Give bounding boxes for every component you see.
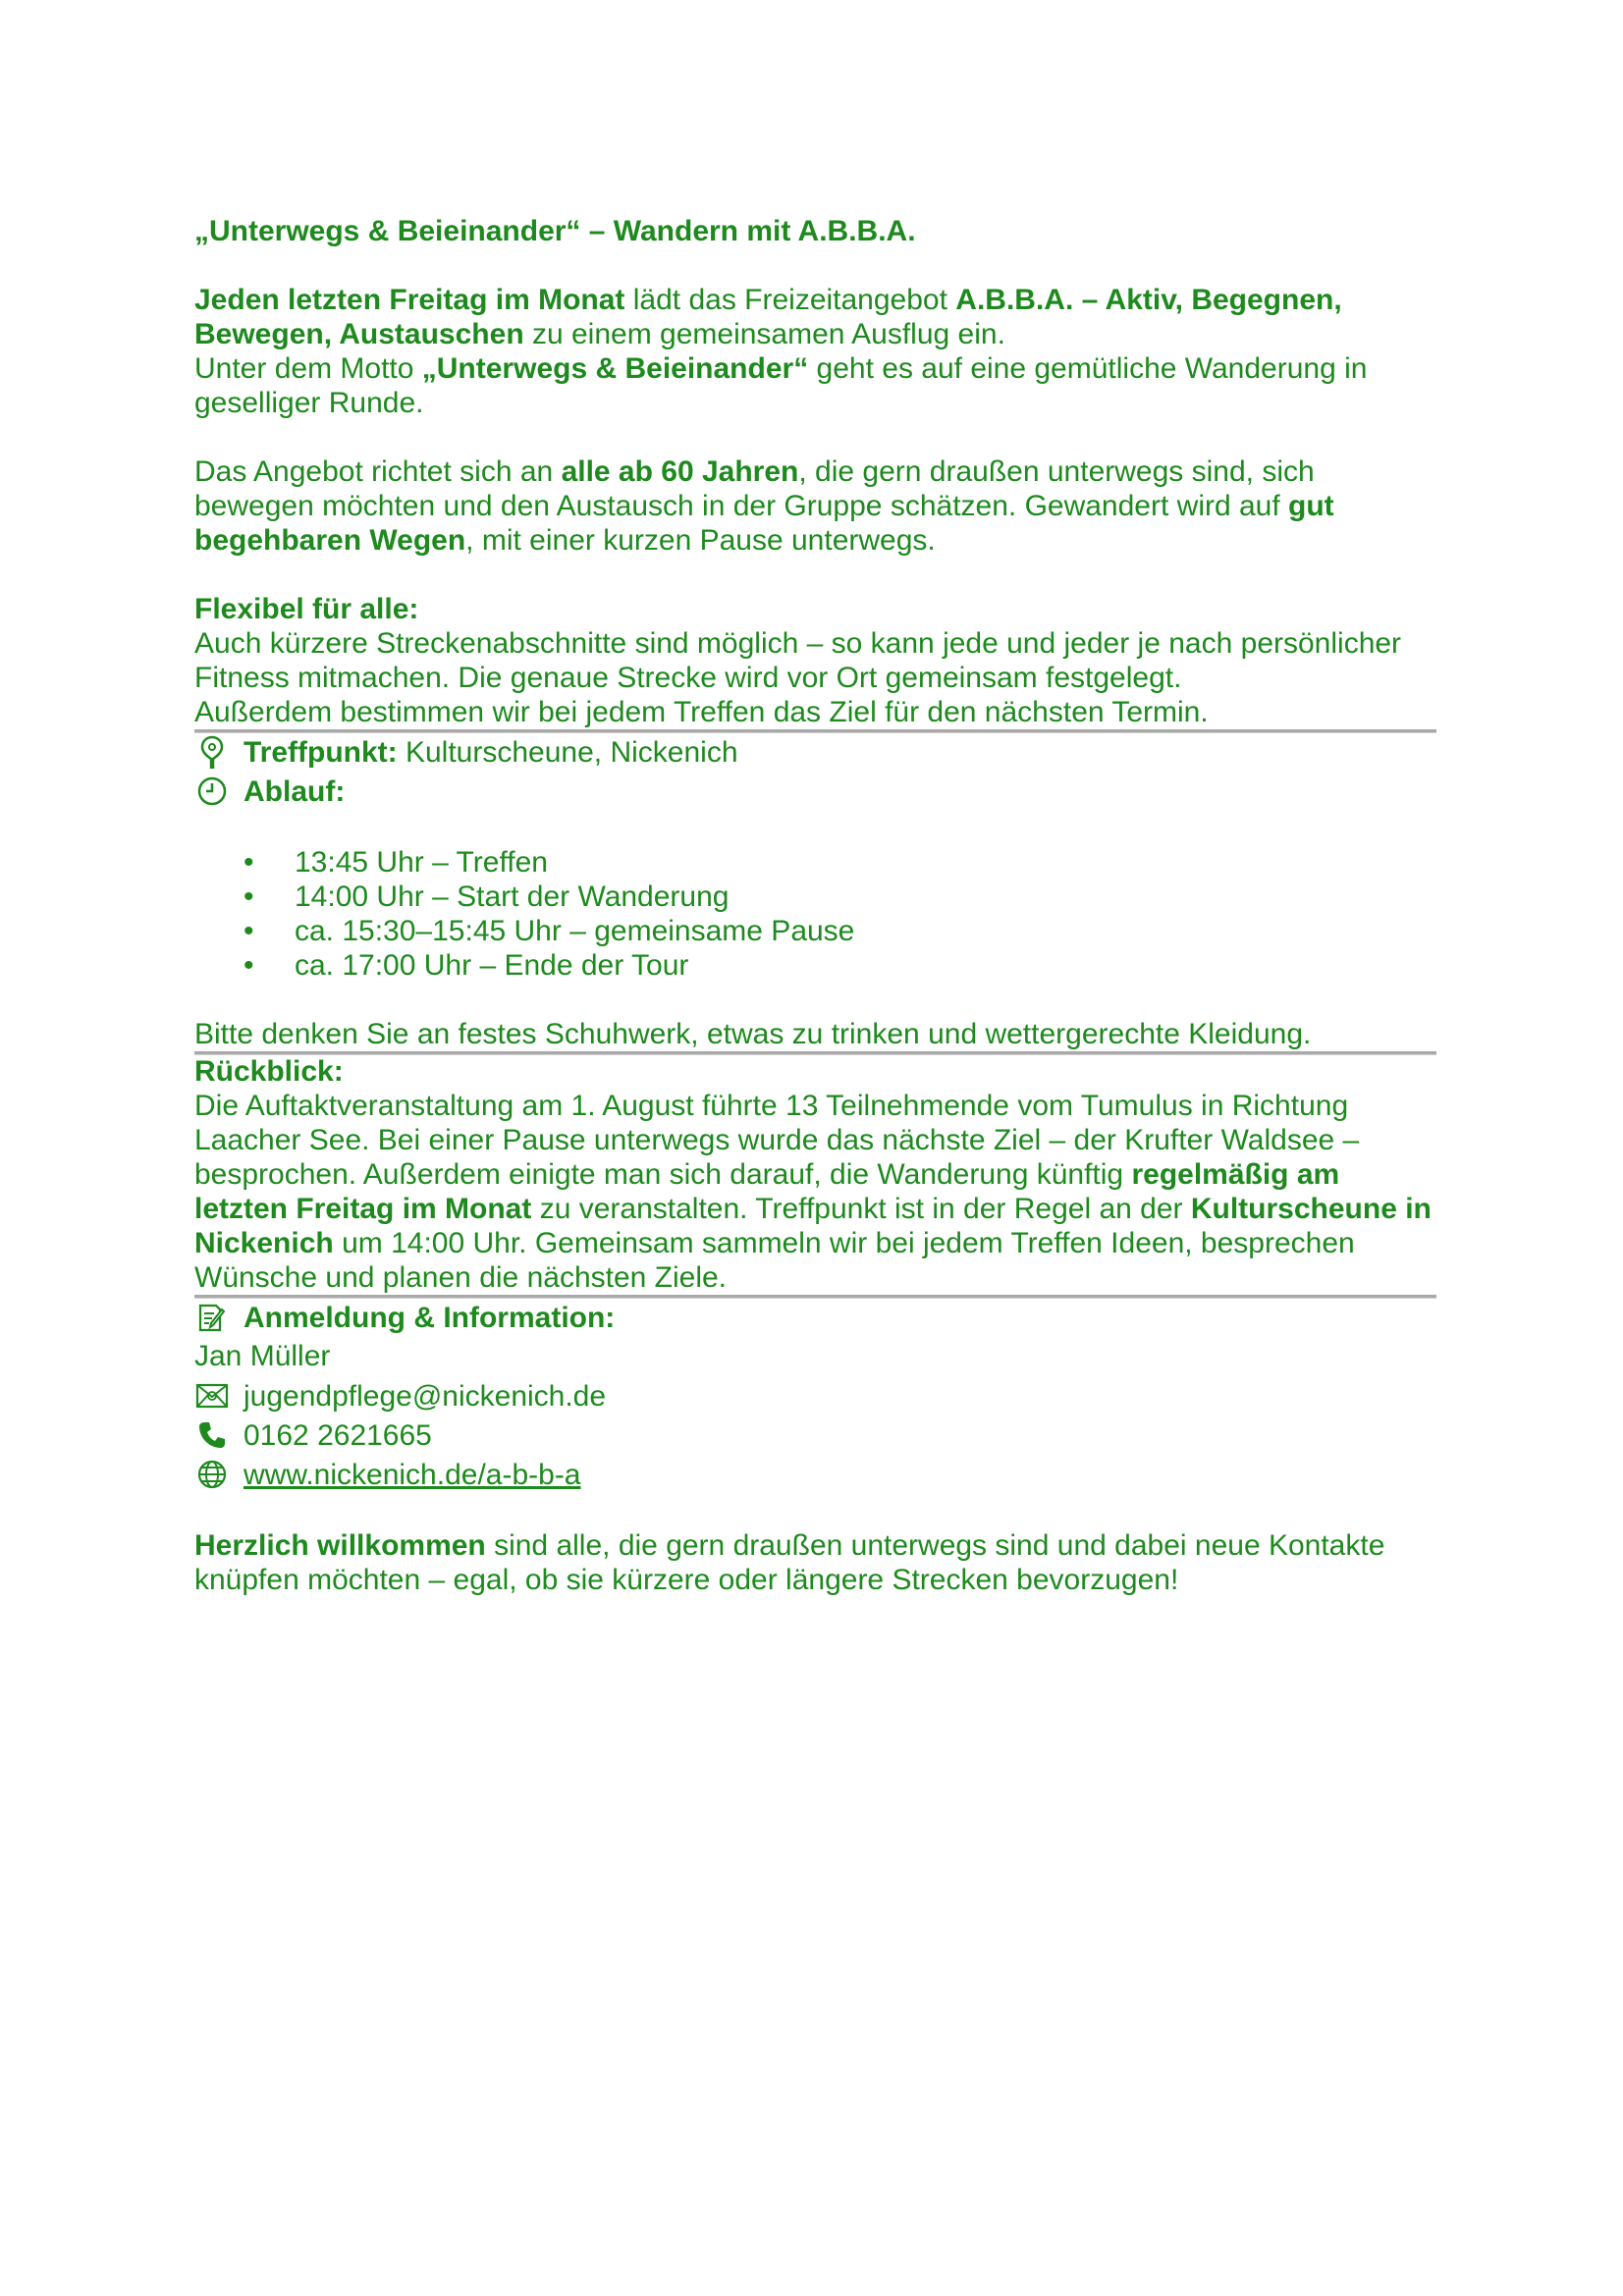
document-page: [194, 214, 1436, 1597]
web-row: [194, 1455, 1436, 1494]
contact-email[interactable]: jugendpflege@nickenich.de: [243, 1379, 607, 1413]
flexible-heading: [194, 592, 1436, 626]
contact-name: Jan Müller: [194, 1340, 331, 1372]
globe-icon: [194, 1457, 230, 1492]
welcome-paragraph: [194, 1528, 1436, 1597]
schedule-item: • 14:00 Uhr – Start der Wanderung: [194, 880, 1436, 914]
schedule-list: [194, 845, 1436, 983]
review-text-1: Die Auftaktveranstaltung am 1. August führte 13 Teilnehmende vom Tumulus in Richtung Laacher See. Bei einer Pause unterwegs wurde das nächste Ziel – der Krufter Waldsee – besprochen. Außerdem einigte man sich darauf, die Wanderung künftig: [194, 1090, 1360, 1191]
schedule-item: • 13:45 Uhr – Treffen: [194, 845, 1436, 880]
intro-text-2: zu einem gemeinsamen Ausflug ein.: [523, 318, 1005, 350]
motto-text-1: Unter dem Motto: [194, 352, 422, 385]
review-bold-1: regelmäßig am letzten Freitag im Monat: [194, 1158, 1340, 1225]
review-heading-text: Rückblick:: [194, 1055, 344, 1088]
contact-heading-row: [194, 1298, 1436, 1337]
meeting-point-label: Treffpunkt:: [243, 735, 398, 769]
audience-text-3: , mit einer kurzen Pause unterwegs.: [465, 524, 936, 557]
schedule-note: Bitte denken Sie an festes Schuhwerk, etwas zu trinken und wettergerechte Kleidung.: [194, 1018, 1312, 1050]
schedule-item: • ca. 17:00 Uhr – Ende der Tour: [194, 948, 1436, 983]
review-text-3: um 14:00 Uhr. Gemeinsam sammeln wir bei jedem Treffen Ideen, besprechen Wünsche und planen die nächsten Ziele.: [194, 1227, 1355, 1294]
motto-paragraph: [194, 351, 1436, 420]
clock-icon: [194, 774, 230, 809]
motto-text-2: geht es auf eine gemütliche Wanderung in geselliger Runde.: [194, 352, 1368, 419]
audience-text-2: , die gern draußen unterwegs sind, sich bewegen möchten und den Austausch in der Gruppe schätzen. Gewandert wird auf: [194, 455, 1315, 522]
audience-bold-1: alle ab 60 Jahren: [561, 455, 799, 488]
review-paragraph: [194, 1089, 1436, 1295]
flexible-line-1: Auch kürzere Streckenabschnitte sind möglich – so kann jede und jeder je nach persönlicher Fitness mitmachen. Die genaue Strecke wird vor Ort gemeinsam festgelegt.: [194, 627, 1402, 694]
review-heading: [194, 1054, 1436, 1089]
mail-icon: [194, 1378, 230, 1414]
schedule-item: • ca. 15:30–15:45 Uhr – gemeinsame Pause: [194, 914, 1436, 948]
motto-bold: „Unterwegs & Beieinander“: [421, 352, 809, 385]
intro-text-1: lädt das Freizeitangebot: [624, 284, 956, 316]
audience-paragraph: [194, 454, 1436, 558]
intro-bold-2: A.B.B.A. – Aktiv, Begegnen, Bewegen, Austauschen: [194, 284, 1342, 350]
welcome-text: sind alle, die gern draußen unterwegs sind und dabei neue Kontakte knüpfen möchten – egal, ob sie kürzere oder längere Strecken bevorzugen!: [194, 1529, 1385, 1596]
contact-phone[interactable]: 0162 2621665: [243, 1418, 432, 1452]
flexible-line-2: Außerdem bestimmen wir bei jedem Treffen das Ziel für den nächsten Termin.: [194, 696, 1209, 728]
meeting-point-text: [243, 735, 738, 770]
contact-website-link[interactable]: www.nickenich.de/a-b-b-a: [243, 1458, 581, 1491]
phone-row: [194, 1415, 1436, 1455]
schedule-row: [194, 772, 1436, 811]
email-row: [194, 1376, 1436, 1415]
flexible-heading-text: Flexibel für alle:: [194, 593, 419, 625]
schedule-label: Ablauf:: [243, 774, 346, 808]
review-bold-2: Kulturscheune in Nickenich: [194, 1193, 1432, 1259]
intro-paragraph: [194, 283, 1436, 351]
review-text-2: zu veranstalten. Treffpunkt ist in der Regel an der: [531, 1193, 1191, 1225]
meeting-point-value: Kulturscheune, Nickenich: [397, 735, 738, 769]
intro-bold-1: Jeden letzten Freitag im Monat: [194, 284, 625, 316]
contact-heading: Anmeldung & Information:: [243, 1301, 616, 1334]
edit-document-icon: [194, 1300, 230, 1335]
audience-bold-2: gut begehbaren Wegen: [194, 490, 1334, 557]
audience-text-1: Das Angebot richtet sich an: [194, 455, 562, 488]
welcome-bold: Herzlich willkommen: [194, 1529, 486, 1562]
meeting-point-row: [194, 732, 1436, 772]
document-title: „Unterwegs & Beieinander“ – Wandern mit A.B.B.A.: [194, 215, 916, 247]
map-pin-icon: [194, 734, 230, 770]
phone-icon: [194, 1417, 230, 1453]
